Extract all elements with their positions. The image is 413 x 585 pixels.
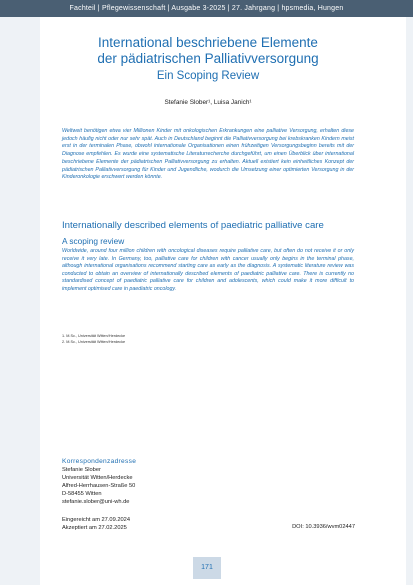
correspondence-email[interactable]: stefanie.slober@uni-wh.de [62,499,130,506]
article-title-line-2: der pädiatrischen Palliativversorgung [97,51,319,66]
correspondence-city: D-58455 Witten [62,491,102,498]
page-number: 171 [193,557,221,579]
journal-header-bar: Fachteil | Pflegewissenschaft | Ausgabe 3-2025 | 27. Jahrgang | hpsmedia, Hungen [0,0,413,17]
abstract-english: Worldwide, around four million children with oncological diseases require palliative care, but often do not receive it or only receive it very late. In Germany, too, palliative care for children with cancer usually only begins in the terminal phase, although international organisations recommend starting care as early as the diagnosis. A systematic literature review was conducted to obtain an overview of internationally described elements of paediatric palliative care. There is currently no standardised concept of paediatric palliative care for children and adolescents, which could make it more difficult to implement optimised care in paediatric oncology. [62,248,354,292]
footnote-2: 2. M.Sc., Universität Witten/Herdecke [62,340,126,344]
doi[interactable]: DOI: 10.3936/wvm02447 [292,524,355,530]
article-title-line-1: International beschriebene Elemente [98,35,318,50]
article-title [48,35,368,67]
english-title: Internationally described elements of paediatric palliative care [62,220,324,231]
correspondence-institution: Universität Witten/Herdecke [62,475,133,482]
submission-dates [62,516,130,532]
correspondence-street: Alfred-Herrhausen-Straße 50 [62,483,136,490]
correspondence-name: Stefanie Slober [62,467,101,474]
english-subtitle: A scoping review [62,236,125,246]
article-subtitle: Ein Scoping Review [156,70,260,82]
authors: Stefanie Slober¹, Luisa Janich¹ [164,99,252,106]
right-margin-rail [406,17,413,585]
accepted-date: Akzeptiert am 27.02.2025 [62,525,127,532]
correspondence-block [62,458,136,507]
left-margin-rail [0,17,40,585]
footnote-1: 1. M.Sc., Universität Witten/Herdecke [62,334,126,338]
received-date: Eingereicht am 27.09.2024 [62,517,130,523]
footnotes [62,333,125,345]
abstract-german: Weltweit benötigen etwa vier Millionen Kinder mit onkologischen Erkrankungen eine palliative Versorgung, erhalten diese jedoch häufig nicht oder nur sehr spät. Auch in Deutschland beginnt die Palliativversorgung bei krebskranken Kindern meist erst in der terminalen Phase, obwohl internationale Organisationen einen frühzeitigen Versorgungsbeginn bereits mit der Diagnose empfehlen. Es wurde eine systematische Literaturrecherche durchgeführt, um einen Überblick über international beschriebene Elemente der pädiatrischen Palliativversorgung zu erhalten. Aktuell existiert kein einheitliches Konzept der pädiatrischen Palliativversorgung für Kinder und Jugendliche, wodurch die Umsetzung einer optimierten Versorgung in der Kinderonkologie erschwert werden könnte. [62,128,354,181]
correspondence-heading: Korrespondenzadresse [62,458,137,465]
